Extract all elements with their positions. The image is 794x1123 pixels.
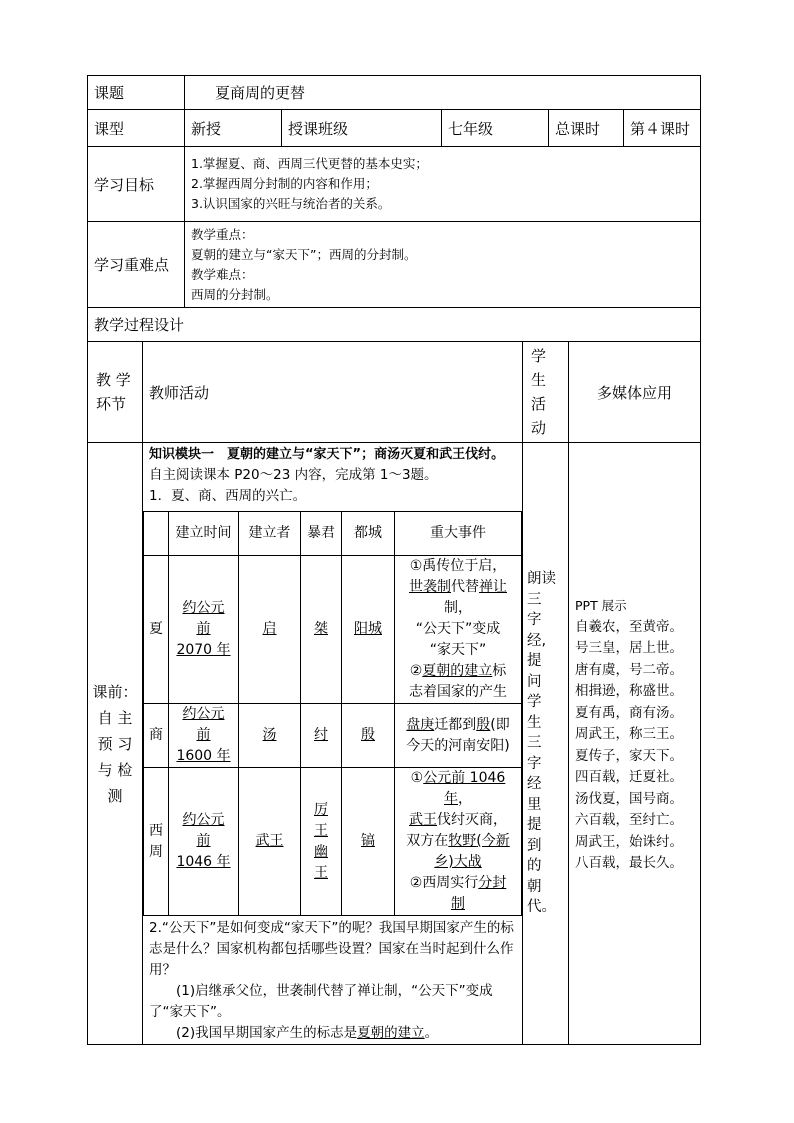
- header-tyrant: 暴君: [301, 512, 342, 556]
- media-item: 汤伐夏，国号商。: [575, 790, 683, 807]
- dynasty-table: [143, 511, 522, 916]
- media-item: 周武王，称三王。: [575, 726, 683, 742]
- total-label: 总课时: [549, 110, 624, 147]
- process-title: 教学过程设计: [88, 308, 701, 342]
- teacher-activity: [143, 443, 523, 1045]
- question-2: 2.“公天下”是如何变成“家天下”的呢？我国早期国家产生的标志是什么？国家机构都包括哪些设置？国家在当时起到什么作用？: [149, 920, 514, 978]
- keypoint-line: 教学重点：: [191, 226, 254, 242]
- topic-label: 课题: [88, 76, 185, 110]
- goal-item: 3.认识国家的兴旺与统治者的关系。: [191, 196, 391, 211]
- student-activity: 朗读 三 字 经, 提 问 学 生 三 字 经 里 提 到 的 朝 代。: [523, 443, 569, 1045]
- col-teacher-header: 教师活动: [143, 342, 523, 443]
- type-value: 新授: [185, 110, 282, 147]
- media-item: PPT 展示: [575, 598, 627, 613]
- answer-2: (2)我国早期国家产生的标志是夏朝的建立。: [176, 1025, 439, 1041]
- header-events: 重大事件: [395, 512, 522, 556]
- class-label: 授课班级: [282, 110, 442, 147]
- goals-list: [185, 147, 701, 222]
- media-item: 周武王，始诛纣。: [575, 833, 683, 850]
- process-table: [87, 341, 701, 1045]
- keypoints-label: 学习重难点: [88, 222, 185, 308]
- table-row-shang: 商 约公元 前 1600 年 汤 纣 殷 盘庚迁都到殷(即 今天的河南安阳): [144, 704, 522, 768]
- stage-label: 课前： 自 主 预 习 与 检 测: [88, 443, 143, 1045]
- answer-1: (1)启继承父位，世袭制代替了禅让制，“公天下”变成了“家天下”。: [149, 983, 493, 1020]
- total-value: 第４课时: [624, 110, 701, 147]
- media-item: 自羲农，至黄帝。: [575, 618, 683, 635]
- keypoint-line: 西周的分封制。: [191, 286, 279, 302]
- header-table: [87, 75, 701, 342]
- goal-item: 1.掌握夏、商、西周三代更替的基本史实；: [191, 156, 428, 171]
- type-label: 课型: [88, 110, 185, 147]
- media-list: [569, 443, 701, 1045]
- header-time: 建立时间: [169, 512, 239, 556]
- media-item: 唐有虞，号二帝。: [575, 661, 683, 678]
- media-item: 夏有禹，商有汤。: [575, 704, 683, 721]
- keypoints-list: [185, 222, 701, 308]
- header-capital: 都城: [342, 512, 395, 556]
- media-item: 八百载，最长久。: [575, 855, 683, 871]
- media-item: 夏传子，家天下。: [575, 747, 683, 764]
- keypoint-line: 夏朝的建立与“家天下”；西周的分封制。: [191, 246, 417, 262]
- table-row-xizhou: 西 周 约公元 前 1046 年 武王 厉 王 幽 王 镐 ①公元前 1046 年， 武王伐纣灭商， 双方在牧野(今新 乡)大战 ②西周实行分封 制: [144, 768, 522, 916]
- table-header-row: [144, 512, 522, 556]
- col-media-header: 多媒体应用: [569, 342, 701, 443]
- lesson-plan: [87, 75, 700, 1045]
- table-row-xia: 夏 约公元 前 2070 年 启 桀 阳城 ①禹传位于启， 世袭制代替禅让 制， “公天下”变成 “家天下” ②夏朝的建立标 志着国家的产生: [144, 556, 522, 704]
- topic-value: 夏商周的更替: [185, 76, 701, 110]
- module-title: 知识模块一 夏朝的建立与“家天下”；商汤灭夏和武王伐纣。: [149, 447, 505, 462]
- header-founder: 建立者: [239, 512, 301, 556]
- media-item: 四百载，迁夏社。: [575, 769, 683, 785]
- col-student-header: 学 生 活 动: [523, 342, 569, 443]
- keypoint-line: 教学难点：: [191, 266, 254, 282]
- media-item: 相揖逊，称盛世。: [575, 683, 683, 699]
- goal-item: 2.掌握西周分封制的内容和作用；: [191, 176, 378, 191]
- class-value: 七年级: [442, 110, 549, 147]
- goals-label: 学习目标: [88, 147, 185, 222]
- col-stage-header: 教 学环节: [88, 342, 143, 443]
- media-item: 六百载，至纣亡。: [575, 812, 683, 828]
- module-instruction: 自主阅读课本 P20～23 内容，完成第 1～3题。: [149, 467, 438, 483]
- question-1: 1．夏、商、西周的兴亡。: [149, 488, 307, 504]
- media-item: 号三皇，居上世。: [575, 640, 683, 656]
